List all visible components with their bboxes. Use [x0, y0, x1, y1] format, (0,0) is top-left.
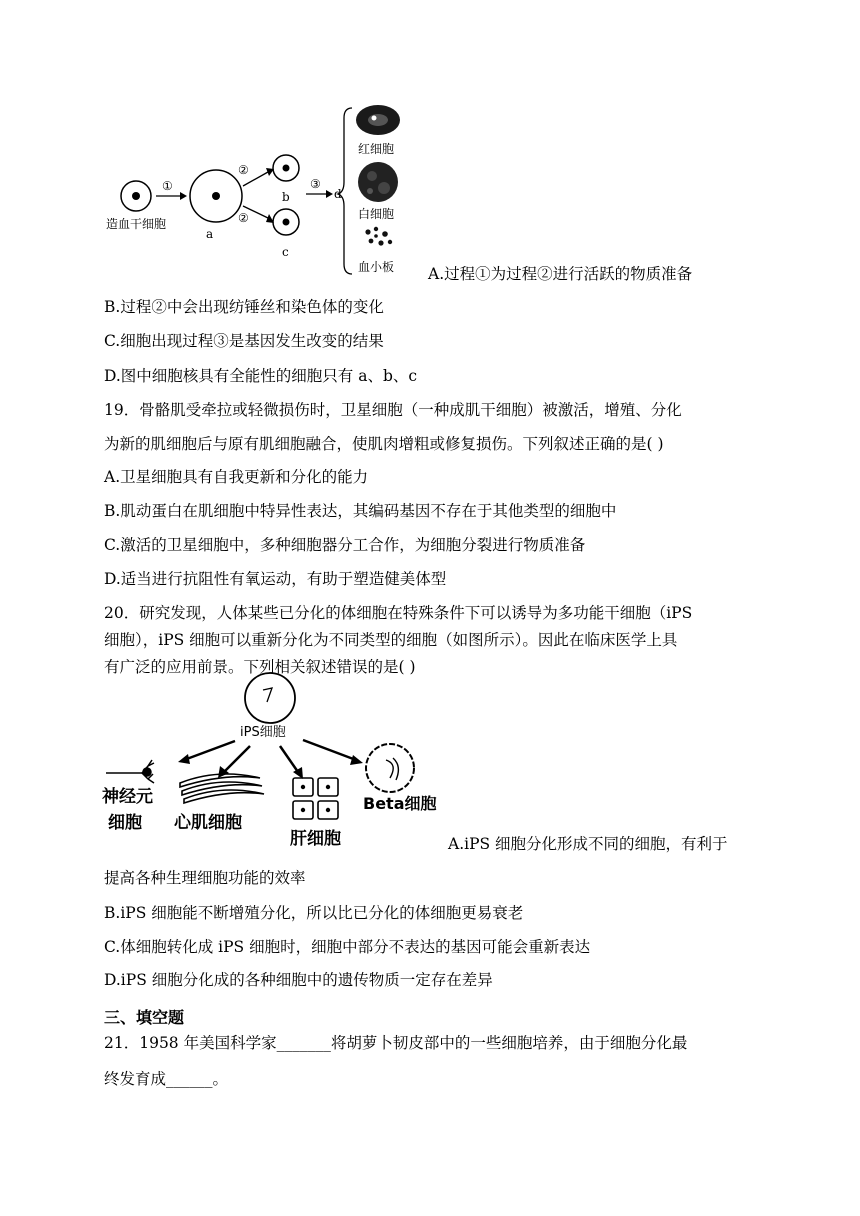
hematopoiesis-diagram — [100, 96, 420, 278]
white-blood-cell — [358, 162, 398, 202]
neuron-label-1: 神经元 — [102, 787, 153, 807]
beta-label: Beta细胞 — [363, 794, 437, 813]
section-heading: 三、填空题 — [104, 1008, 185, 1027]
differentiation-arrows — [178, 740, 363, 779]
platelets — [365, 227, 392, 246]
ips-label: iPS细胞 — [240, 725, 286, 740]
step-3-label: ③ — [310, 177, 321, 191]
q19-option-c: C.激活的卫星细胞中，多种细胞器分工合作，为细胞分裂进行物质准备 — [104, 536, 586, 554]
stem-cell-nucleus — [132, 192, 140, 200]
cardiac-muscle-cells — [180, 774, 264, 803]
q20-option-a-line2: 提高各种生理细胞功能的效率 — [104, 869, 306, 887]
q20-option-b: B.iPS 细胞能不断增殖分化，所以比已分化的体细胞更易衰老 — [104, 904, 524, 922]
rbc-label: 红细胞 — [358, 142, 395, 156]
q19-option-a: A.卫星细胞具有自我更新和分化的能力 — [104, 468, 369, 486]
q19-stem-line2: 为新的肌细胞后与原有肌细胞融合，使肌肉增粗或修复损伤。下列叙述正确的是( ) — [104, 435, 664, 453]
platelet-label: 血小板 — [358, 260, 395, 274]
cell-a-nucleus — [212, 192, 220, 200]
q20-stem-line2: 细胞），iPS 细胞可以重新分化为不同类型的细胞（如图所示）。因此在临床医学上具 — [104, 631, 678, 649]
liver-label: 肝细胞 — [290, 829, 341, 849]
cell-b-label: b — [282, 190, 290, 204]
cell-a-label: a — [206, 227, 214, 241]
q20-option-c: C.体细胞转化成 iPS 细胞时，细胞中部分不表达的基因可能会重新表达 — [104, 938, 591, 956]
q21-line1: 21．1958 年美国科学家_______将胡萝卜韧皮部中的一些细胞培养，由于细胞分化最 — [104, 1034, 688, 1052]
q19-option-d: D.适当进行抗阻性有氧运动，有助于塑造健美体型 — [104, 570, 447, 588]
cell-c-nucleus — [283, 219, 290, 226]
q20-option-a-line1: A.iPS 细胞分化形成不同的细胞，有利于 — [448, 835, 728, 853]
neuron-cell — [106, 760, 154, 783]
q20-stem-line1: 20．研究发现，人体某些已分化的体细胞在特殊条件下可以诱导为多功能干细胞（iPS — [104, 604, 693, 622]
step-2a-label: ② — [238, 163, 249, 177]
cell-c-label: c — [282, 245, 289, 259]
cell-d-label: d — [334, 187, 342, 201]
q19-option-b: B.肌动蛋白在肌细胞中特异性表达，其编码基因不存在于其他类型的细胞中 — [104, 502, 617, 520]
liver-cells — [293, 778, 338, 819]
cell-b-nucleus — [283, 165, 290, 172]
q21-line2: 终发育成______。 — [104, 1070, 229, 1088]
ips-cell — [245, 673, 295, 723]
neuron-label-2: 细胞 — [108, 813, 142, 833]
beta-cell — [366, 744, 414, 792]
cardiac-label: 心肌细胞 — [174, 813, 242, 833]
stem-cell-label: 造血干细胞 — [106, 217, 167, 231]
step-2b-label: ② — [238, 211, 249, 225]
q20-stem-line3: 有广泛的应用前景。下列相关叙述错误的是( ) — [104, 658, 416, 676]
step-1-label: ① — [162, 179, 173, 193]
q18-option-b: B.过程②中会出现纺锤丝和染色体的变化 — [104, 298, 384, 316]
ips-diagram — [100, 668, 450, 854]
q18-option-a: A.过程①为过程②进行活跃的物质准备 — [428, 265, 693, 283]
wbc-label: 白细胞 — [358, 207, 395, 221]
q19-stem-line1: 19．骨骼肌受牵拉或轻微损伤时，卫星细胞（一种成肌干细胞）被激活，增殖、分化 — [104, 401, 682, 419]
q20-option-d: D.iPS 细胞分化成的各种细胞中的遗传物质一定存在差异 — [104, 971, 493, 989]
q18-option-d: D.图中细胞核具有全能性的细胞只有 a、b、c — [104, 367, 418, 385]
q18-option-c: C.细胞出现过程③是基因发生改变的结果 — [104, 332, 384, 350]
